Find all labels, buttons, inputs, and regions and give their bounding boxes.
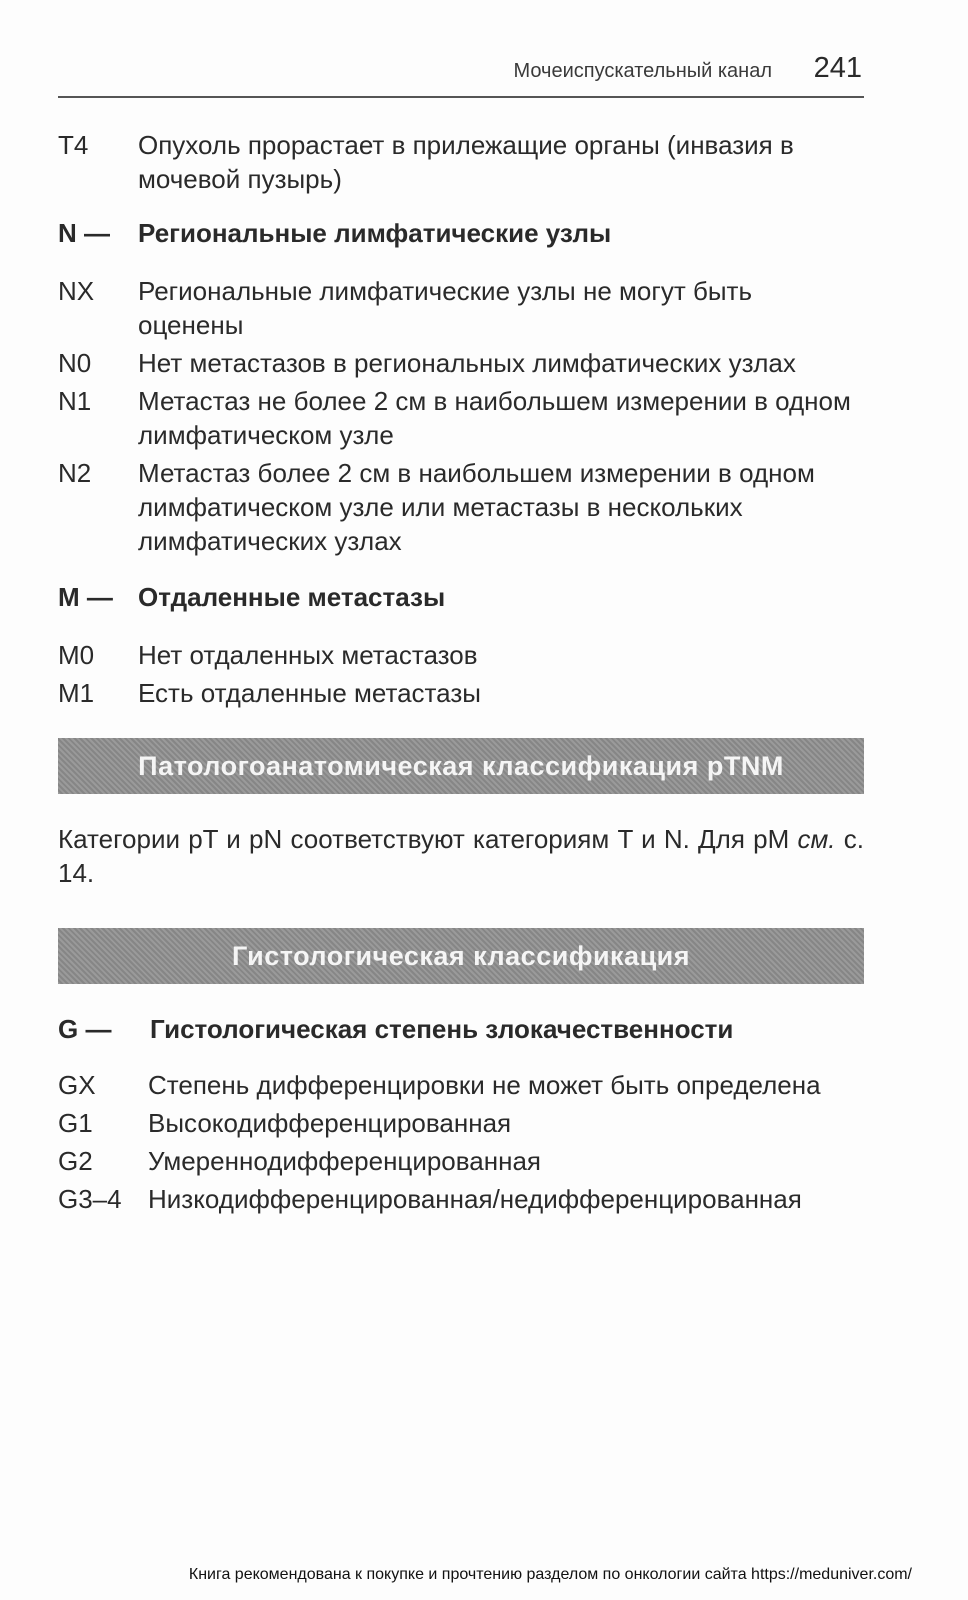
t4-entry	[58, 128, 864, 196]
entry-text: Региональные лимфатические узлы не могут быть оценены	[138, 276, 752, 340]
entry-text: Есть отдаленные метастазы	[138, 678, 481, 708]
entry-code: GX	[58, 1070, 96, 1100]
entry-code: M1	[58, 678, 95, 708]
running-head	[58, 50, 864, 98]
running-head-section: Мочеиспускательный канал	[513, 60, 772, 82]
entry-code: M0	[58, 640, 95, 670]
heading-text: Гистологическая степень злокачественности	[150, 1014, 734, 1044]
m-entry	[58, 676, 864, 710]
heading-code: M —	[58, 582, 113, 612]
entry-text: Метастаз более 2 см в наибольшем измерении в одном лимфатическом узле или метастазы в нескольких лимфатических узлах	[138, 458, 815, 556]
entry-text: Опухоль прорастает в прилежащие органы (инвазия в мочевой пузырь)	[138, 130, 794, 194]
heading-text: Региональные лимфатические узлы	[138, 218, 612, 248]
heading-code: G —	[58, 1014, 112, 1044]
g-entry	[58, 1144, 864, 1178]
entry-text: Нет метастазов в региональных лимфатических узлах	[138, 348, 796, 378]
ptnm-banner: Патологоанатомическая классификация pTNM	[58, 738, 864, 794]
g-entry	[58, 1182, 864, 1216]
entry-code: T4	[58, 130, 89, 160]
entry-text: Нет отдаленных метастазов	[138, 640, 478, 670]
m-section-heading	[58, 580, 864, 614]
g-section-heading	[58, 1012, 864, 1046]
ptnm-text-before: Категории pT и pN соответствуют категориям T и N. Для pM	[58, 824, 798, 854]
entry-code: NX	[58, 276, 95, 306]
histology-banner: Гистологическая классификация	[58, 928, 864, 984]
page-number: 241	[813, 52, 862, 84]
ptnm-text-after: с. 14.	[58, 824, 864, 888]
entry-code: G3–4	[58, 1184, 122, 1214]
page-content	[58, 128, 864, 1220]
entry-text: Низкодифференцированная/недифференцированная	[148, 1184, 802, 1214]
heading-code: N —	[58, 218, 110, 248]
entry-code: N0	[58, 348, 92, 378]
n-section-heading	[58, 216, 864, 250]
m-entry	[58, 638, 864, 672]
entry-code: N1	[58, 386, 92, 416]
footer-note: Книга рекомендована к покупке и прочтению разделом по онкологии сайта https://meduniver.com/	[188, 1566, 912, 1583]
ptnm-text-italic: см.	[797, 824, 836, 854]
ptnm-paragraph	[58, 822, 864, 890]
g-entry	[58, 1106, 864, 1140]
heading-text: Отдаленные метастазы	[138, 582, 446, 612]
entry-text: Умереннодифференцированная	[148, 1146, 541, 1176]
n-entry	[58, 456, 864, 558]
entry-text: Степень дифференцировки не может быть определена	[148, 1070, 821, 1100]
n-entry	[58, 384, 864, 452]
g-entry	[58, 1068, 864, 1102]
entry-code: G2	[58, 1146, 93, 1176]
entry-text: Высокодифференцированная	[148, 1108, 512, 1138]
entry-code: G1	[58, 1108, 93, 1138]
entry-code: N2	[58, 458, 92, 488]
n-entry	[58, 274, 864, 342]
entry-text: Метастаз не более 2 см в наибольшем измерении в одном лимфатическом узле	[138, 386, 851, 450]
n-entry	[58, 346, 864, 380]
